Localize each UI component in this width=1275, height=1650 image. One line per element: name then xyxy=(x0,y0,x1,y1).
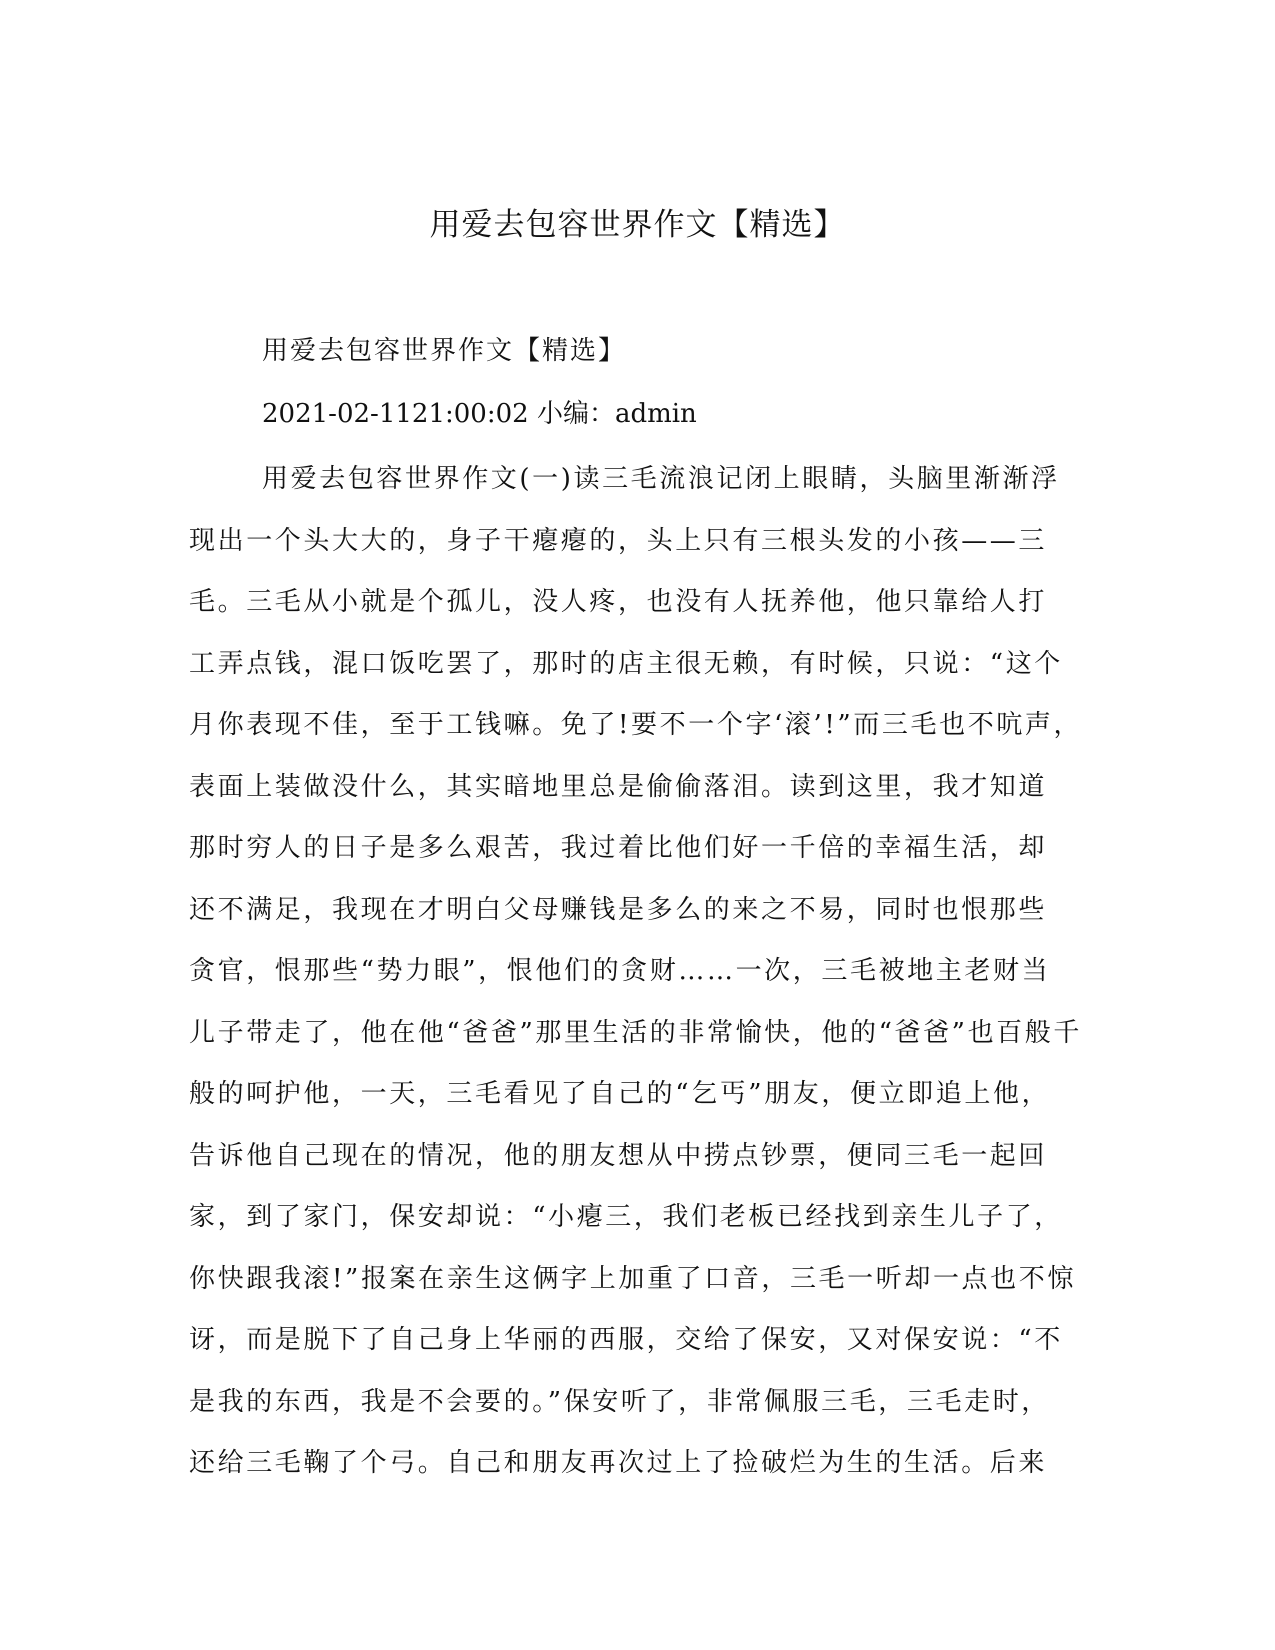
body-line: 那时穷人的日子是多么艰苦，我过着比他们好一千倍的幸福生活，却 xyxy=(189,833,1048,863)
body-line: 告诉他自己现在的情况，他的朋友想从中捞点钞票，便同三毛一起回 xyxy=(189,1140,1048,1171)
article-heading: 用爱去包容世界作文【精选】 xyxy=(262,336,627,366)
document-title: 用爱去包容世界作文【精选】 xyxy=(429,207,846,243)
body-line: 现出一个头大大的，身子干瘪瘪的，头上只有三根头发的小孩——三 xyxy=(189,525,1048,556)
body-line: 家，到了家门，保安却说：“小瘪三，我们老板已经找到亲生儿子了， xyxy=(189,1202,1063,1232)
body-line: 讶，而是脱下了自己身上华丽的西服，交给了保安，又对保安说：“不 xyxy=(189,1325,1063,1355)
body-line: 还不满足，我现在才明白父母赚钱是多么的来之不易，同时也恨那些 xyxy=(189,894,1048,925)
body-line: 贪官，恨那些“势力眼”，恨他们的贪财……一次，三毛被地主老财当 xyxy=(189,956,1051,986)
body-line: 还给三毛鞠了个弓。自己和朋友再次过上了捡破烂为生的生活。后来 xyxy=(189,1448,1048,1478)
body-line: 你快跟我滚!”报案在亲生这俩字上加重了口音，三毛一听却一点也不惊 xyxy=(189,1263,1076,1294)
body-line: 毛。三毛从小就是个孤儿，没人疼，也没有人抚养他，他只靠给人打 xyxy=(189,587,1048,617)
body-line: 是我的东西，我是不会要的。”保安听了，非常佩服三毛，三毛走时， xyxy=(189,1386,1050,1417)
body-line: 月你表现不佳，至于工钱嘛。免了!要不一个字‘滚’!”而三毛也不吭声， xyxy=(189,710,1083,740)
body-line: 用爱去包容世界作文(一)读三毛流浪记闭上眼睛，头脑里渐渐浮 xyxy=(262,464,1060,494)
body-line: 工弄点钱，混口饭吃罢了，那时的店主很无赖，有时候，只说：“这个 xyxy=(189,648,1063,679)
article-body xyxy=(189,462,1089,1508)
body-line: 儿子带走了，他在他“爸爸”那里生活的非常愉快，他的“爸爸”也百般千 xyxy=(189,1017,1082,1048)
body-line: 般的呵护他，一天，三毛看见了自己的“乞丐”朋友，便立即追上他， xyxy=(189,1079,1051,1109)
body-line: 表面上装做没什么，其实暗地里总是偷偷落泪。读到这里，我才知道 xyxy=(189,771,1048,802)
date-author-line: 2021-02-1121:00:02 小编：admin xyxy=(262,399,697,429)
